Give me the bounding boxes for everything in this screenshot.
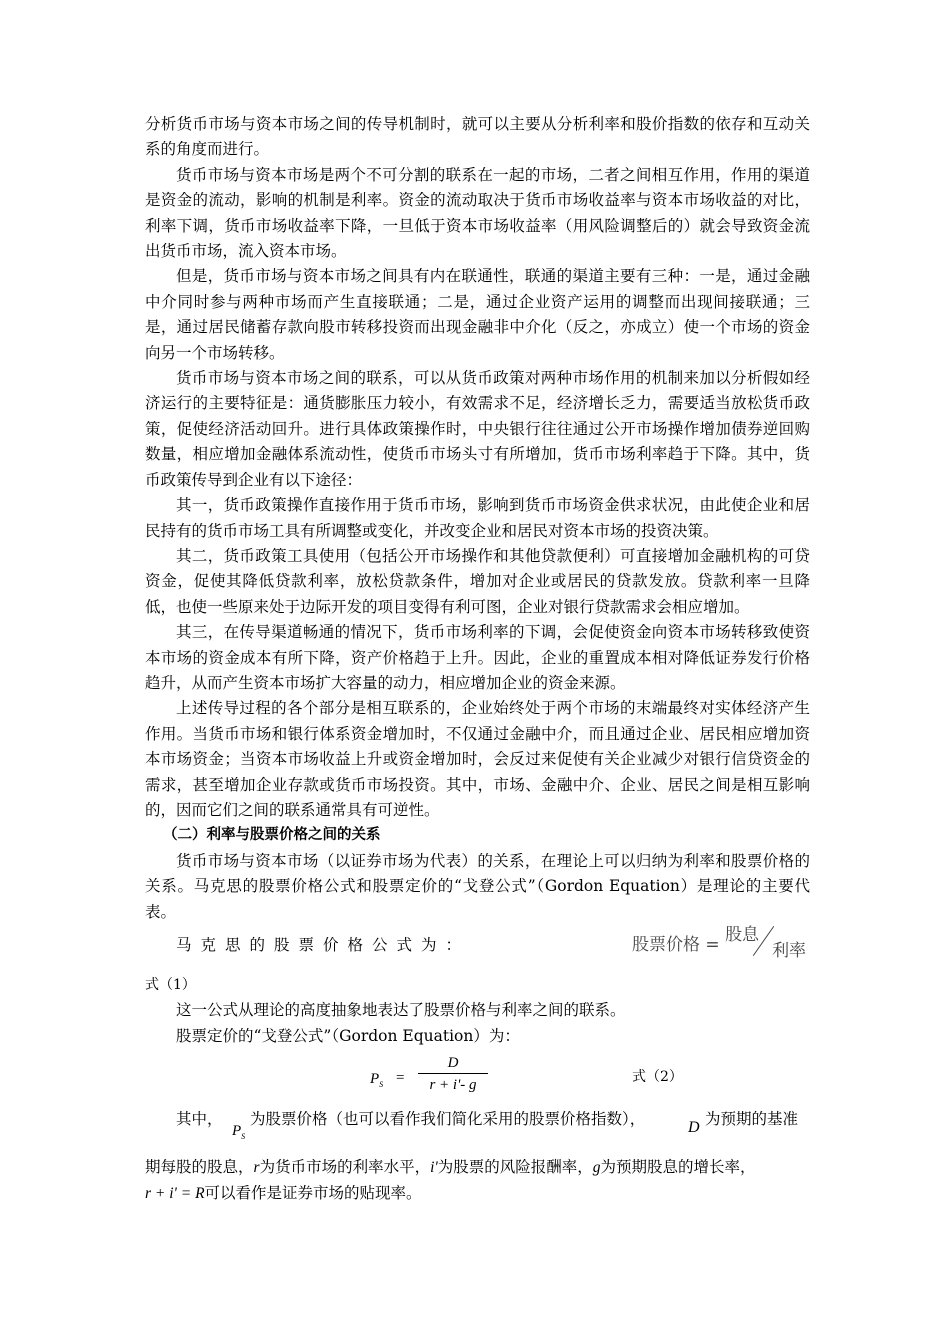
paragraph-6: 其二，货币政策工具使用（包括公开市场操作和其他贷款便利）可直接增加金融机构的可贷资金，促使其降低贷款利率，放松贷款条件，增加对企业或居民的贷款发放。贷款利率一旦降低，也使一些原来处于边际开发的项目变得有利可图，企业对银行贷款需求会相应增加。 bbox=[145, 546, 810, 616]
gordon-fraction bbox=[418, 1053, 488, 1096]
paragraph-4: 货币市场与资本市场之间的联系，可以从货币政策对两种市场作用的机制来加以分析假如经济运行的主要特征是：通货膨胀压力较小，有效需求不足，经济增长乏力，需要适当放松货币政策，促使经济活动回升。进行具体政策操作时，中央银行往往通过公开市场操作增加债券逆回购数量，相应增加金融体系流动性，使货币市场头寸有所增加，货币市场利率趋于下降。其中，货币政策传导到企业有以下途径： bbox=[145, 369, 810, 489]
paragraph-11: 股票定价的“戈登公式”（Gordon Equation）为： bbox=[176, 1026, 520, 1045]
marx-numerator: 股息 bbox=[725, 925, 760, 945]
gordon-formula-line bbox=[145, 1049, 810, 1105]
var-i: i' bbox=[430, 1159, 438, 1177]
paragraph-9: 货币市场与资本市场（以证券市场为代表）的关系，在理论上可以归纳为利率和股票价格的关系。马克思的股票价格公式和股票定价的“戈登公式”（Gordon Equation）是理论的主要代表。 bbox=[145, 851, 810, 921]
paragraph-7: 其三，在传导渠道畅通的情况下，货币市场利率的下调，会促使资金向资本市场转移致使资本市场的资金成本有所下降，资产价格趋于上升。因此，企业的重置成本相对降低证券发行价格趋升，从而产生资本市场扩大容量的动力，相应增加企业的资金来源。 bbox=[145, 623, 810, 692]
equation-label-2: 式（2） bbox=[632, 1069, 683, 1086]
gordon-eq: = bbox=[396, 1070, 405, 1087]
marx-lhs: 股票价格 bbox=[632, 935, 700, 955]
equation-label-1: 式（1） bbox=[145, 977, 196, 993]
var-r: r bbox=[253, 1159, 260, 1177]
var-g: g bbox=[592, 1159, 601, 1177]
paragraph-2: 货币市场与资本市场是两个不可分割的联系在一起的市场，二者之间相互作用，作用的渠道是资金的流动，影响的机制是利率。资金的流动取决于货币市场收益率与资本市场收益的对比，利率下调，货币市场收益率下降，一旦低于资本市场收益率（用风险调整后的）就会导致资金流出货币市场，流入资本市场。 bbox=[145, 165, 810, 261]
gordon-denominator: r + i'- g bbox=[429, 1077, 477, 1094]
paragraph-3: 但是，货币市场与资本市场之间具有内在联通性，联通的渠道主要有三种：一是，通过金融中介同时参与两种市场而产生直接联通；二是，通过企业资产运用的调整而出现间接联通；三是，通过居民储蓄存款向股市转移投资而出现金融非中介化（反之，亦成立）使一个市场的资金向另一个市场转移。 bbox=[145, 267, 810, 362]
document-page bbox=[145, 112, 810, 1206]
paragraph-1: 分析货币市场与资本市场之间的传导机制时，就可以主要从分析利率和股价指数的依存和互动关系的角度而进行。 bbox=[145, 115, 810, 159]
where-line bbox=[145, 1105, 810, 1155]
paragraph-12: 期每股的股息，r为货币市场的利率水平，i'为股票的风险报酬率，g为预期股息的增长率， bbox=[145, 1158, 756, 1177]
marx-denominator: 利率 bbox=[772, 941, 807, 961]
marx-eq: = bbox=[705, 935, 720, 955]
marx-formula-intro: 马克思的股票价格公式为： bbox=[176, 936, 471, 954]
where-ps-desc: 为股票价格（也可以看作我们简化采用的股票价格指数）， bbox=[250, 1110, 646, 1129]
where-ps: $P_S$ bbox=[232, 1123, 246, 1142]
discount-expr: r + i' = R bbox=[145, 1184, 205, 1202]
gordon-ps: $P_S$ bbox=[370, 1071, 384, 1090]
where-lead: 其中， bbox=[176, 1110, 223, 1129]
gordon-numerator: D bbox=[418, 1053, 488, 1074]
where-d-desc: 为预期的基准 bbox=[705, 1110, 799, 1129]
marx-formula-line bbox=[145, 925, 810, 971]
paragraph-8: 上述传导过程的各个部分是相互联系的，企业始终处于两个市场的末端最终对实体经济产生作用。当货币市场和银行体系资金增加时，不仅通过金融中介，而且通过企业、居民相应增加资本市场资金；当资本市场收益上升或资金增加时，会反过来促使有关企业减少对银行信贷资金的需求，甚至增加企业存款或货币市场投资。其中，市场、金融中介、企业、居民之间是相互影响的，因而它们之间的联系通常具有可逆性。 bbox=[145, 699, 810, 819]
where-d-var: D bbox=[688, 1119, 700, 1137]
paragraph-13: r + i' = R可以看作是证券市场的贴现率。 bbox=[145, 1183, 422, 1202]
section-heading: （二）利率与股票价格之间的关系 bbox=[163, 827, 381, 844]
paragraph-10: 这一公式从理论的高度抽象地表达了股票价格与利率之间的联系。 bbox=[176, 1001, 626, 1020]
marx-formula bbox=[632, 927, 806, 963]
paragraph-5: 其一，货币政策操作直接作用于货币市场，影响到货币市场资金供求状况，由此使企业和居民持有的货币市场工具有所调整或变化，并改变企业和居民对资本市场的投资决策。 bbox=[145, 496, 810, 540]
